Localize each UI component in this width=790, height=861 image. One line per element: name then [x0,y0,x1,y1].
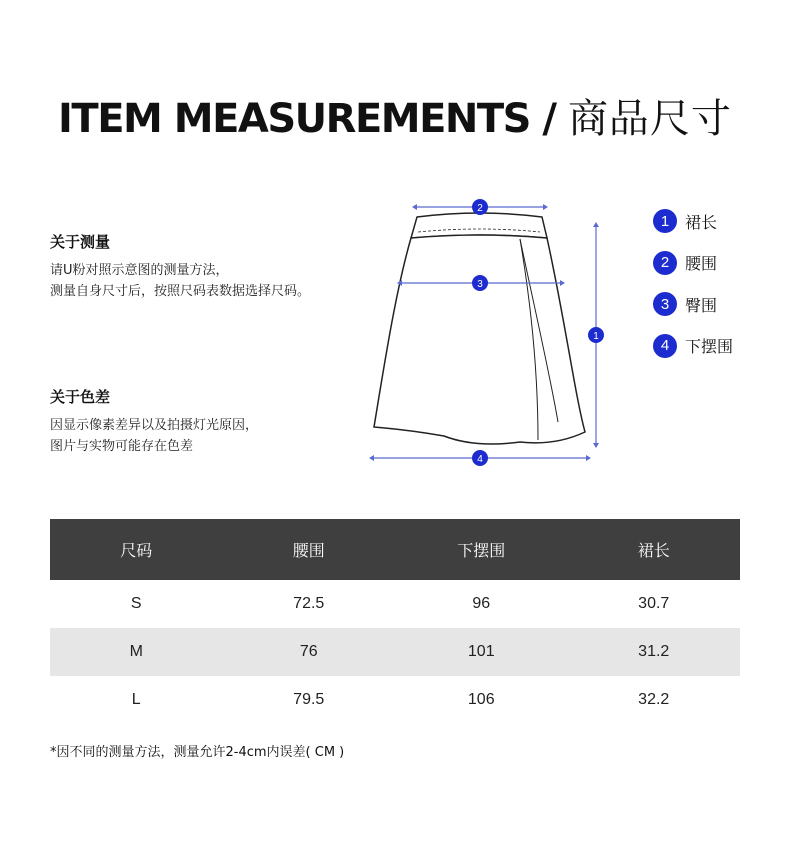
size-table [50,519,740,724]
legend-item-hip [653,291,733,317]
column-header-hem: 下摆围 [395,519,568,580]
legend-label: 下摆围 [685,337,734,356]
legend-badge: 1 [653,209,677,233]
legend-badge: 2 [653,251,677,275]
about-measurement-line: 测量自身尺寸后，按照尺码表数据选择尺码。 [50,284,311,299]
measurement-footnote: *因不同的测量方法，测量允许2-4cm内误差( CM ) [50,745,345,760]
about-color-line: 因显示像素差异以及拍摄灯光原因， [50,418,259,433]
about-color-line: 图片与实物可能存在色差 [50,439,194,454]
about-measurement-text [50,260,310,302]
svg-text:2: 2 [477,203,483,214]
legend-label: 裙长 [685,212,718,232]
about-color-text [50,415,258,457]
legend-item-waist [653,250,733,276]
table-cell: 79.5 [293,691,325,708]
about-measurement-line: 请U粉对照示意图的测量方法， [50,263,229,278]
table-header-row [50,519,740,580]
column-header-size: 尺码 [50,519,223,580]
marker-2 [472,199,488,215]
table-cell: M [50,628,223,676]
table-cell: 31.2 [568,628,741,676]
page-title-en: ITEM MEASUREMENTS / [58,96,568,142]
table-cell: S [130,595,142,612]
column-header-length: 裙长 [568,519,741,580]
marker-4 [472,450,488,466]
svg-text:4: 4 [477,454,483,465]
table-cell: 106 [467,691,495,708]
table-cell: 32.2 [638,691,670,708]
measurement-legend [653,208,733,374]
marker-3 [472,275,488,291]
page-title [0,93,790,145]
table-cell: 96 [472,595,491,612]
column-header-waist: 腰围 [223,519,396,580]
table-cell: 30.7 [638,595,670,612]
table-row [50,580,740,628]
legend-item-length [653,208,733,234]
legend-item-hem [653,333,733,359]
legend-badge: 3 [653,292,677,316]
page-title-cn: 商品尺寸 [567,96,732,142]
marker-1 [588,327,604,343]
legend-badge: 4 [653,334,677,358]
skirt-diagram [360,190,610,475]
about-measurement-heading: 关于测量 [50,233,111,251]
about-color-heading: 关于色差 [50,388,111,406]
svg-text:3: 3 [477,279,483,290]
table-cell: L [131,691,141,708]
table-cell: 101 [395,628,568,676]
svg-text:1: 1 [593,331,599,342]
table-cell: 72.5 [293,595,325,612]
legend-label: 腰围 [685,254,718,273]
legend-label: 臀围 [685,295,718,315]
table-row [50,628,740,676]
skirt-outline-icon [374,213,585,444]
table-row [50,676,740,724]
table-cell: 76 [223,628,396,676]
